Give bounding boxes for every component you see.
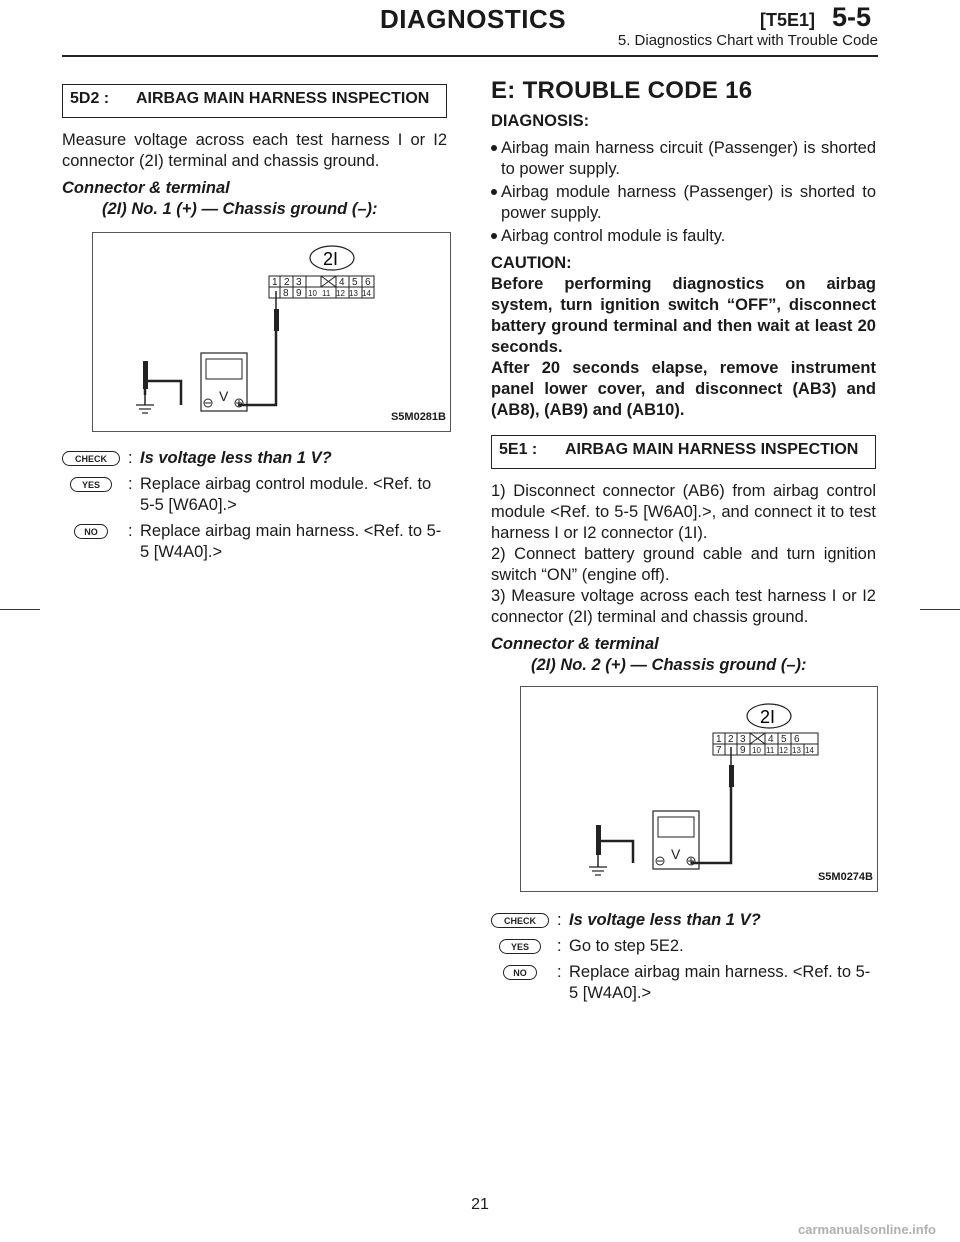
pin-label: 12 [336,289,345,298]
check-question-row: CHECK : Is voltage less than 1 V? [491,910,876,931]
check-no-row: NO : Replace airbag main harness. <Ref. to 5-5 [W4A0].> [62,521,447,563]
step-title: AIRBAG MAIN HARNESS INSPECTION [136,90,430,107]
pin-label: 11 [766,746,775,755]
pin-label: 10 [308,289,317,298]
check-badge-icon [491,913,549,928]
badge-label: CHECK [74,454,108,464]
no-badge-icon [62,524,120,539]
badge-label: YES [81,480,101,490]
pin-label: 6 [365,277,371,288]
step-number: 5D2 : [70,90,110,107]
no-badge-icon [491,965,549,980]
pin-label: 11 [322,289,331,298]
step-text: 2) Connect battery ground cable and turn ignition switch “ON” (engine off). [491,545,876,584]
margin-mark-left [0,609,40,610]
pin-label: 2 [728,734,734,745]
pin-label: 4 [339,277,345,288]
connector-label: 2I [323,249,339,269]
diagnosis-item: Airbag main harness circuit (Passenger) is shorted to power supply. [491,138,876,180]
right-column [491,77,876,1009]
intro-text: Measure voltage across each test harness I or I2 connector (2I) terminal and chassis ground. [62,131,447,170]
check-yes-action: Go to step 5E2. [569,937,684,955]
figure-id: S5M0274B [817,871,873,883]
pin-label: 3 [740,734,746,745]
pin-label: 14 [805,746,814,755]
section-title: DIAGNOSTICS [380,4,567,34]
step-number: 5E1 : [499,441,538,458]
left-column [62,84,447,568]
caution-text: Before performing diagnostics on airbag system, turn ignition switch “OFF”, disconnect battery ground terminal and then wait at least 20 seconds. [491,275,876,356]
badge-label: NO [84,527,98,537]
svg-text:V: V [219,388,229,404]
step-text: 1) Disconnect connector (AB6) from airbag control module <Ref. to 5-5 [W6A0].>, and connect it to test harness I or I2 connector (1I). [491,482,876,542]
margin-mark-right [920,609,960,610]
chapter-number: 5-5 [832,2,872,32]
check-badge-icon [62,451,120,466]
check-no-action: Replace airbag main harness. <Ref. to 5-5 [W4A0].> [569,963,871,1002]
step-reference: 5E2 [649,937,680,955]
step-title: AIRBAG MAIN HARNESS INSPECTION [565,441,859,458]
header-rule [62,55,878,57]
check-question: Is voltage less than 1 V? [140,449,332,467]
watermark: carmanualsonline.info [798,1222,936,1237]
yes-badge-icon [62,477,120,492]
check-no-row: NO : Replace airbag main harness. <Ref. to 5-5 [W4A0].> [491,962,876,1004]
badge-label: YES [510,942,530,952]
check-no-action: Replace airbag main harness. <Ref. to 5-5 [W4A0].> [140,522,442,561]
pin-label: 14 [362,289,371,298]
pin-label: 9 [740,745,746,756]
caution-text: After 20 seconds elapse, remove instrument panel lower cover, and disconnect (AB3) and (AB8), (AB9) and (AB10). [491,359,876,419]
voltmeter-diagram [93,233,450,431]
caution-block [491,253,876,421]
pin-label: 13 [349,289,358,298]
check-question-row: CHECK : Is voltage less than 1 V? [62,448,447,469]
pin-label: 6 [794,734,800,745]
svg-text:V: V [671,846,681,862]
step-text: 3) Measure voltage across each test harness I or I2 connector (2I) terminal and chassis ground. [491,587,876,626]
wiring-figure [92,232,451,432]
diagnosis-item: Airbag control module is faulty. [491,226,876,247]
section-code: [T5E1] [760,10,816,30]
check-yes-action: Replace airbag control module. <Ref. to 5-5 [W6A0].> [140,475,432,514]
pin-label: 9 [296,288,302,299]
wiring-figure [520,686,878,892]
voltmeter-diagram [521,687,877,891]
pin-label: 3 [296,277,302,288]
connector-terminal-title: Connector & terminal [491,635,659,653]
connector-terminal-spec: (2I) No. 2 (+) — Chassis ground (–): [531,656,807,674]
connector-label: 2I [760,707,776,727]
check-yes-row: YES : Go to step 5E2. [491,936,876,957]
pin-label: 5 [352,277,358,288]
connector-terminal-spec: (2I) No. 1 (+) — Chassis ground (–): [102,200,378,218]
caution-heading: CAUTION: [491,254,572,272]
check-yes-row: YES : Replace airbag control module. <Ref. to 5-5 [W6A0].> [62,474,447,516]
diagnosis-heading: DIAGNOSIS: [491,112,590,130]
trouble-code-title: E: TROUBLE CODE 16 [491,77,753,104]
pin-label: 8 [283,288,289,299]
badge-label: NO [513,968,527,978]
pin-label: 12 [779,746,788,755]
figure-id: S5M0281B [390,411,446,423]
pin-label: 13 [792,746,801,755]
connector-terminal-title: Connector & terminal [62,179,230,197]
pin-label: 5 [781,734,787,745]
pin-label: 4 [768,734,774,745]
pin-label: 1 [272,277,278,288]
step-box-5e1 [491,435,876,469]
page-number: 21 [471,1196,489,1213]
diagnosis-item: Airbag module harness (Passenger) is shorted to power supply. [491,182,876,224]
badge-label: CHECK [503,916,537,926]
pin-label: 1 [716,734,722,745]
check-question: Is voltage less than 1 V? [569,911,761,929]
yes-badge-icon [491,939,549,954]
pin-label: 2 [284,277,290,288]
pin-label: 10 [752,746,761,755]
pin-label: 7 [716,745,722,756]
section-subtitle: 5. Diagnostics Chart with Trouble Code [617,32,878,49]
step-box-5d2 [62,84,447,118]
